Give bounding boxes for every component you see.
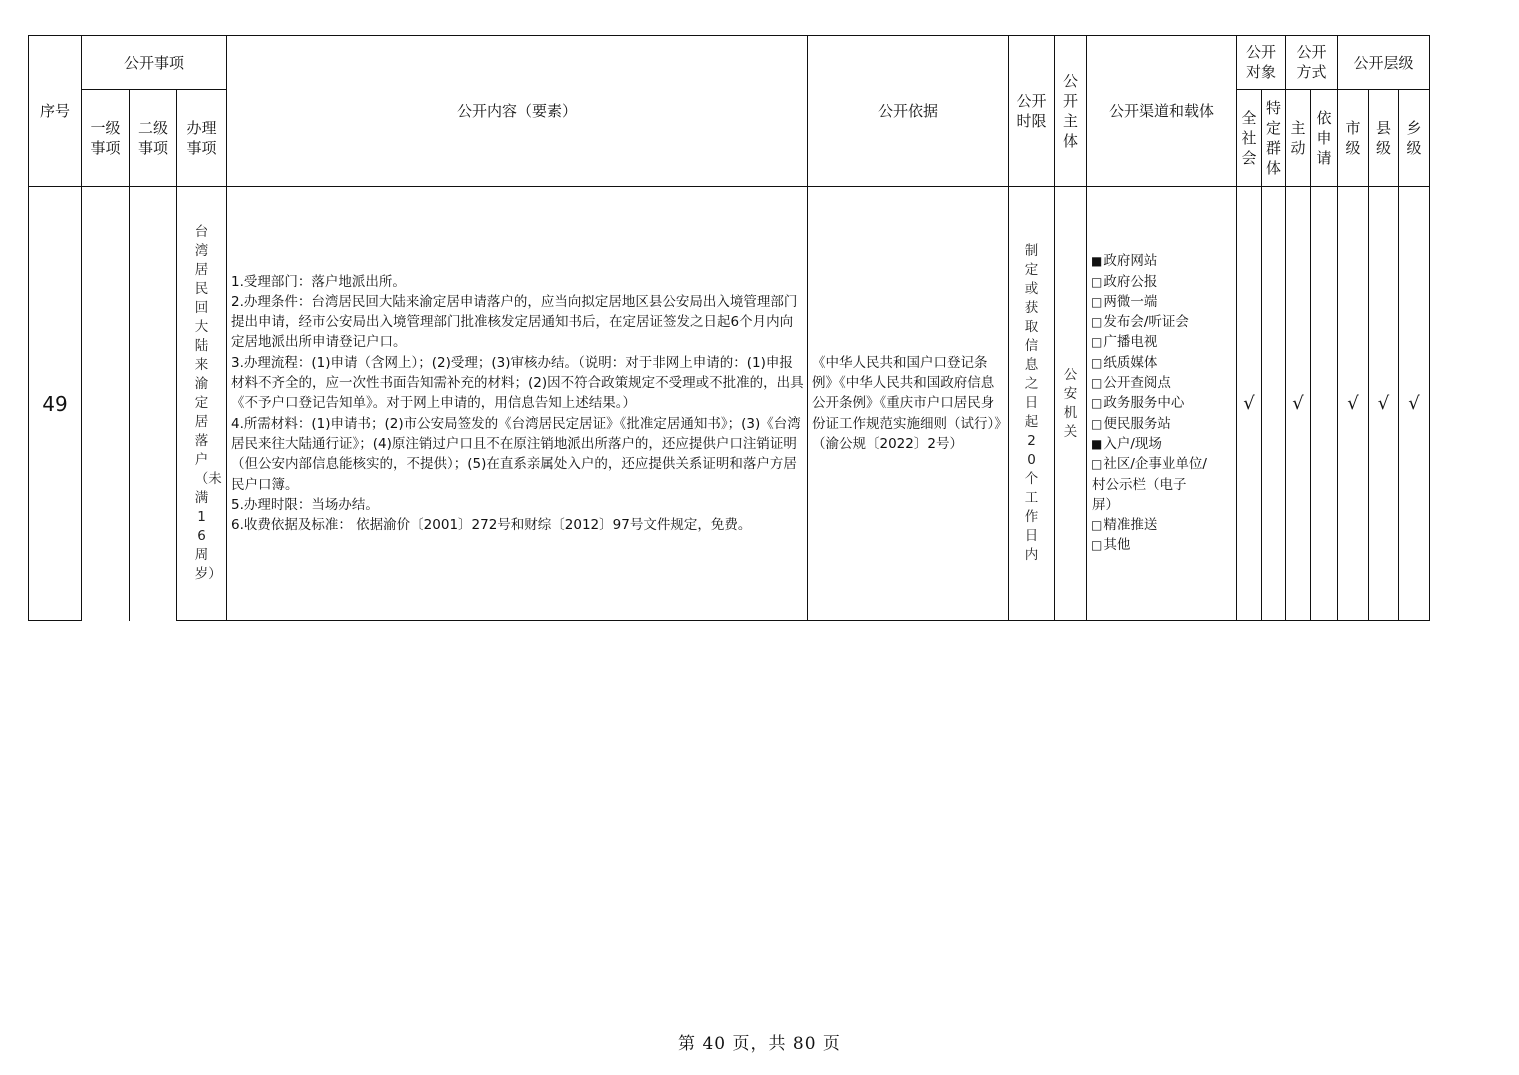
checkbox-icon: □ [1091,315,1103,330]
checkbox-icon: □ [1091,335,1103,350]
header-target-group: 公开对象 [1237,36,1286,90]
row-target-specific [1262,187,1286,621]
channel-item: □两微一端 [1091,293,1158,310]
checkbox-icon: □ [1091,376,1103,391]
channel-item: □广播电视 [1091,334,1158,351]
channel-item: □公开查阅点 [1091,375,1171,392]
row-level-town: √ [1399,187,1430,621]
header-level-town: 乡级 [1399,90,1430,187]
header-target-all: 全社会 [1237,90,1262,187]
row-subject: 公安机关 [1055,187,1087,621]
row-method-request [1311,187,1338,621]
checkbox-icon: □ [1091,294,1103,309]
channel-item: □便民服务站 [1091,415,1171,432]
header-level-county: 县级 [1369,90,1399,187]
checkbox-icon: □ [1091,518,1103,533]
row-period: 制定或获取信息之日起20个工作日内 [1009,187,1055,621]
row-content [227,187,808,621]
row-handling: 台湾居民回大陆来渝定居落户（未满16周岁） [177,187,227,621]
channel-item: ■政府网站 [1091,253,1158,270]
header-content: 公开内容（要素） [227,36,808,187]
channel-item: □政务服务中心 [1091,395,1185,412]
content-line: 6.收费依据及标准： 依据渝价〔2001〕272号和财综〔2012〕97号文件规定，免费。 [231,517,752,534]
row-level-city: √ [1338,187,1369,621]
header-level2: 二级事项 [130,90,177,187]
header-items-group: 公开事项 [82,36,227,90]
channel-item: □精准推送 [1091,517,1158,534]
table-row [29,187,1430,621]
header-subject: 公开主体 [1055,36,1087,187]
header-channels: 公开渠道和载体 [1087,36,1237,187]
channel-item: 屏） [1092,496,1119,513]
disclosure-table [28,35,1430,621]
row-seq: 49 [29,187,82,621]
checkbox-icon: □ [1091,538,1103,553]
header-level-city: 市级 [1338,90,1369,187]
header-method-active: 主动 [1286,90,1311,187]
header-level-group: 公开层级 [1338,36,1430,90]
channel-item: 村公示栏（电子 [1092,476,1187,493]
content-line: 5.办理时限：当场办结。 [231,496,379,513]
content-line: 2.办理条件：台湾居民回大陆来渝定居申请落户的，应当向拟定居地区县公安局出入境管理部门提出申请，经市公安局出入境管理部门批准核发定居通知书后，在定居证签发之日起6个月内向定居地派出所申请登记户口。 [231,293,798,351]
page-footer: 第 40 页，共 80 页 [678,1034,841,1054]
row-target-all: √ [1237,187,1262,621]
channel-item: □政府公报 [1091,273,1158,290]
header-target-specific: 特定群体 [1262,90,1286,187]
header-method-group: 公开方式 [1286,36,1338,90]
header-method-request: 依申请 [1311,90,1338,187]
checkbox-icon: □ [1091,274,1103,289]
content-line: 1.受理部门：落户地派出所。 [231,273,406,290]
channel-item: ■入户/现场 [1091,435,1162,452]
row-level2 [130,187,177,621]
content-line: 3.办理流程：(1)申请（含网上）；(2)受理；(3)审核办结。（说明：对于非网上申请的：(1)申报材料不齐全的，应一次性书面告知需补充的材料；(2)因不符合政策规定不受理或不批准的，出具《不予户口登记告知单》。对于网上申请的，用信息告知上述结果。） [231,354,804,412]
header-handling: 办理事项 [177,90,227,187]
checkbox-icon: □ [1091,457,1103,472]
row-level1 [82,187,130,621]
checkbox-icon: ■ [1091,436,1103,451]
checkbox-icon: □ [1091,416,1103,431]
checkbox-icon: □ [1091,355,1103,370]
header-period: 公开时限 [1009,36,1055,187]
header-level1: 一级事项 [82,90,130,187]
row-level-county: √ [1369,187,1399,621]
checkbox-icon: □ [1091,396,1103,411]
checkbox-icon: ■ [1091,254,1103,269]
channel-item: □社区/企事业单位/ [1091,456,1207,473]
header-basis: 公开依据 [808,36,1009,187]
channel-item: □其他 [1091,537,1131,554]
channel-item: □发布会/听证会 [1091,314,1189,331]
channel-item: □纸质媒体 [1091,354,1158,371]
row-basis: 《中华人民共和国户口登记条例》《中华人民共和国政府信息公开条例》《重庆市户口居民身份证工作规范实施细则（试行）》（渝公规〔2022〕2号） [808,187,1009,621]
row-method-active: √ [1286,187,1311,621]
row-channels [1087,187,1237,621]
header-seq: 序号 [29,36,82,187]
content-line: 4.所需材料：(1)申请书；(2)市公安局签发的《台湾居民定居证》《批准定居通知书》；(3)《台湾居民来往大陆通行证》；(4)原注销过户口且不在原注销地派出所落户的，还应提供户口注销证明（但公安内部信息能核实的，不提供）；(5)在直系亲属处入户的，还应提供关系证明和落户方居民户口簿。 [231,415,801,493]
